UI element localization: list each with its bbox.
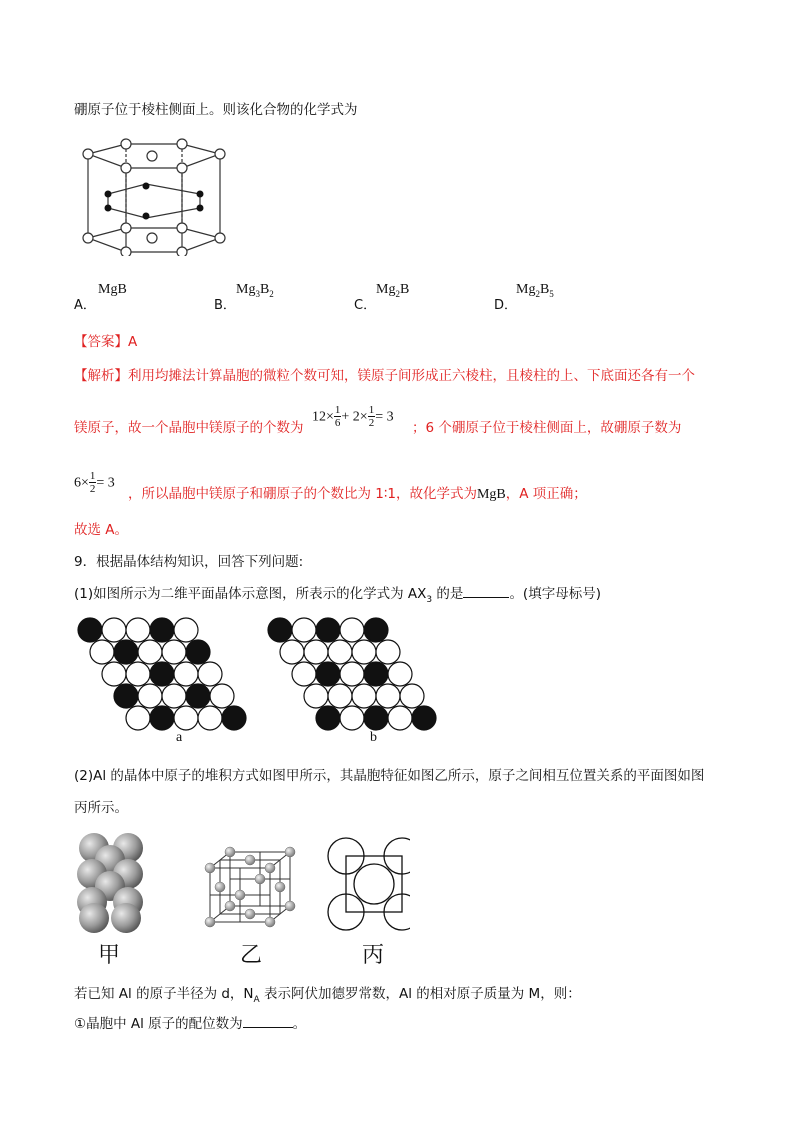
caption-jia: 甲 xyxy=(98,942,121,967)
answer: 【答案】A xyxy=(74,334,138,350)
fig-bing-plane xyxy=(328,838,410,930)
analysis-line-1: 【解析】利用均摊法计算晶胞的微粒个数可知，镁原子间形成正六棱柱，且棱柱的上、下底面还各有一个 xyxy=(74,368,695,384)
b-count-formula: 6× $\frac{1}{2}$ = 3 xyxy=(74,470,115,495)
analysis-line-4: 故选 A。 xyxy=(74,522,129,538)
q8-options: A． MgB B． $Mg_3B_2$ C． $Mg_2B$ D． $Mg_2B_5$ xyxy=(74,282,554,313)
q9-part2-line1: (2)Al 的晶体中原子的堆积方式如图甲所示，其晶胞特征如图乙所示，原子之间相互位置关系的平面图如图 xyxy=(74,768,705,784)
lattice-a xyxy=(78,618,246,730)
q9-title: 9．根据晶体结构知识，回答下列问题: xyxy=(74,554,304,570)
caption-bing: 丙 xyxy=(362,942,385,967)
answer-blank-1[interactable] xyxy=(463,597,509,598)
fig-b-label: b xyxy=(370,730,377,745)
q9-subq1: ①晶胞中 Al 原子的配位数为 。 xyxy=(74,1016,307,1032)
lattice-figures xyxy=(72,612,452,762)
fig-a-label: a xyxy=(176,730,183,745)
q9-part1: (1)如图所示为二维平面晶体示意图，所表示的化学式为 $AX_3$ 的是 。(填字母标号) xyxy=(74,586,601,605)
fig-jia-spheres xyxy=(77,833,143,933)
q9-part2-line2: 丙所示。 xyxy=(74,800,128,816)
q9-given: 若已知 Al 的原子半径为 d，$N_A$ 表示阿伏加德罗常数，Al 的相对原子质量为 M，则： xyxy=(74,986,581,1005)
analysis-line-2b: ；6 个硼原子位于棱柱侧面上，故硼原子数为 xyxy=(412,420,682,436)
al-structure-figures xyxy=(70,830,410,940)
hexagonal-prism-figure xyxy=(74,136,234,256)
lattice-b xyxy=(268,618,436,730)
caption-yi: 乙 xyxy=(240,942,263,967)
mg-count-formula: 12× $\frac{1}{6}$ + 2× $\frac{1}{2}$ = 3 xyxy=(312,404,394,429)
analysis-line-3: ，所以晶胞中镁原子和硼原子的个数比为 1∶1，故化学式为MgB，A 项正确； xyxy=(128,486,587,502)
answer-blank-2[interactable] xyxy=(243,1027,293,1028)
q8-intro: 硼原子位于棱柱侧面上。则该化合物的化学式为 xyxy=(74,102,358,118)
analysis-line-2: 镁原子，故一个晶胞中镁原子的个数为 xyxy=(74,420,304,436)
